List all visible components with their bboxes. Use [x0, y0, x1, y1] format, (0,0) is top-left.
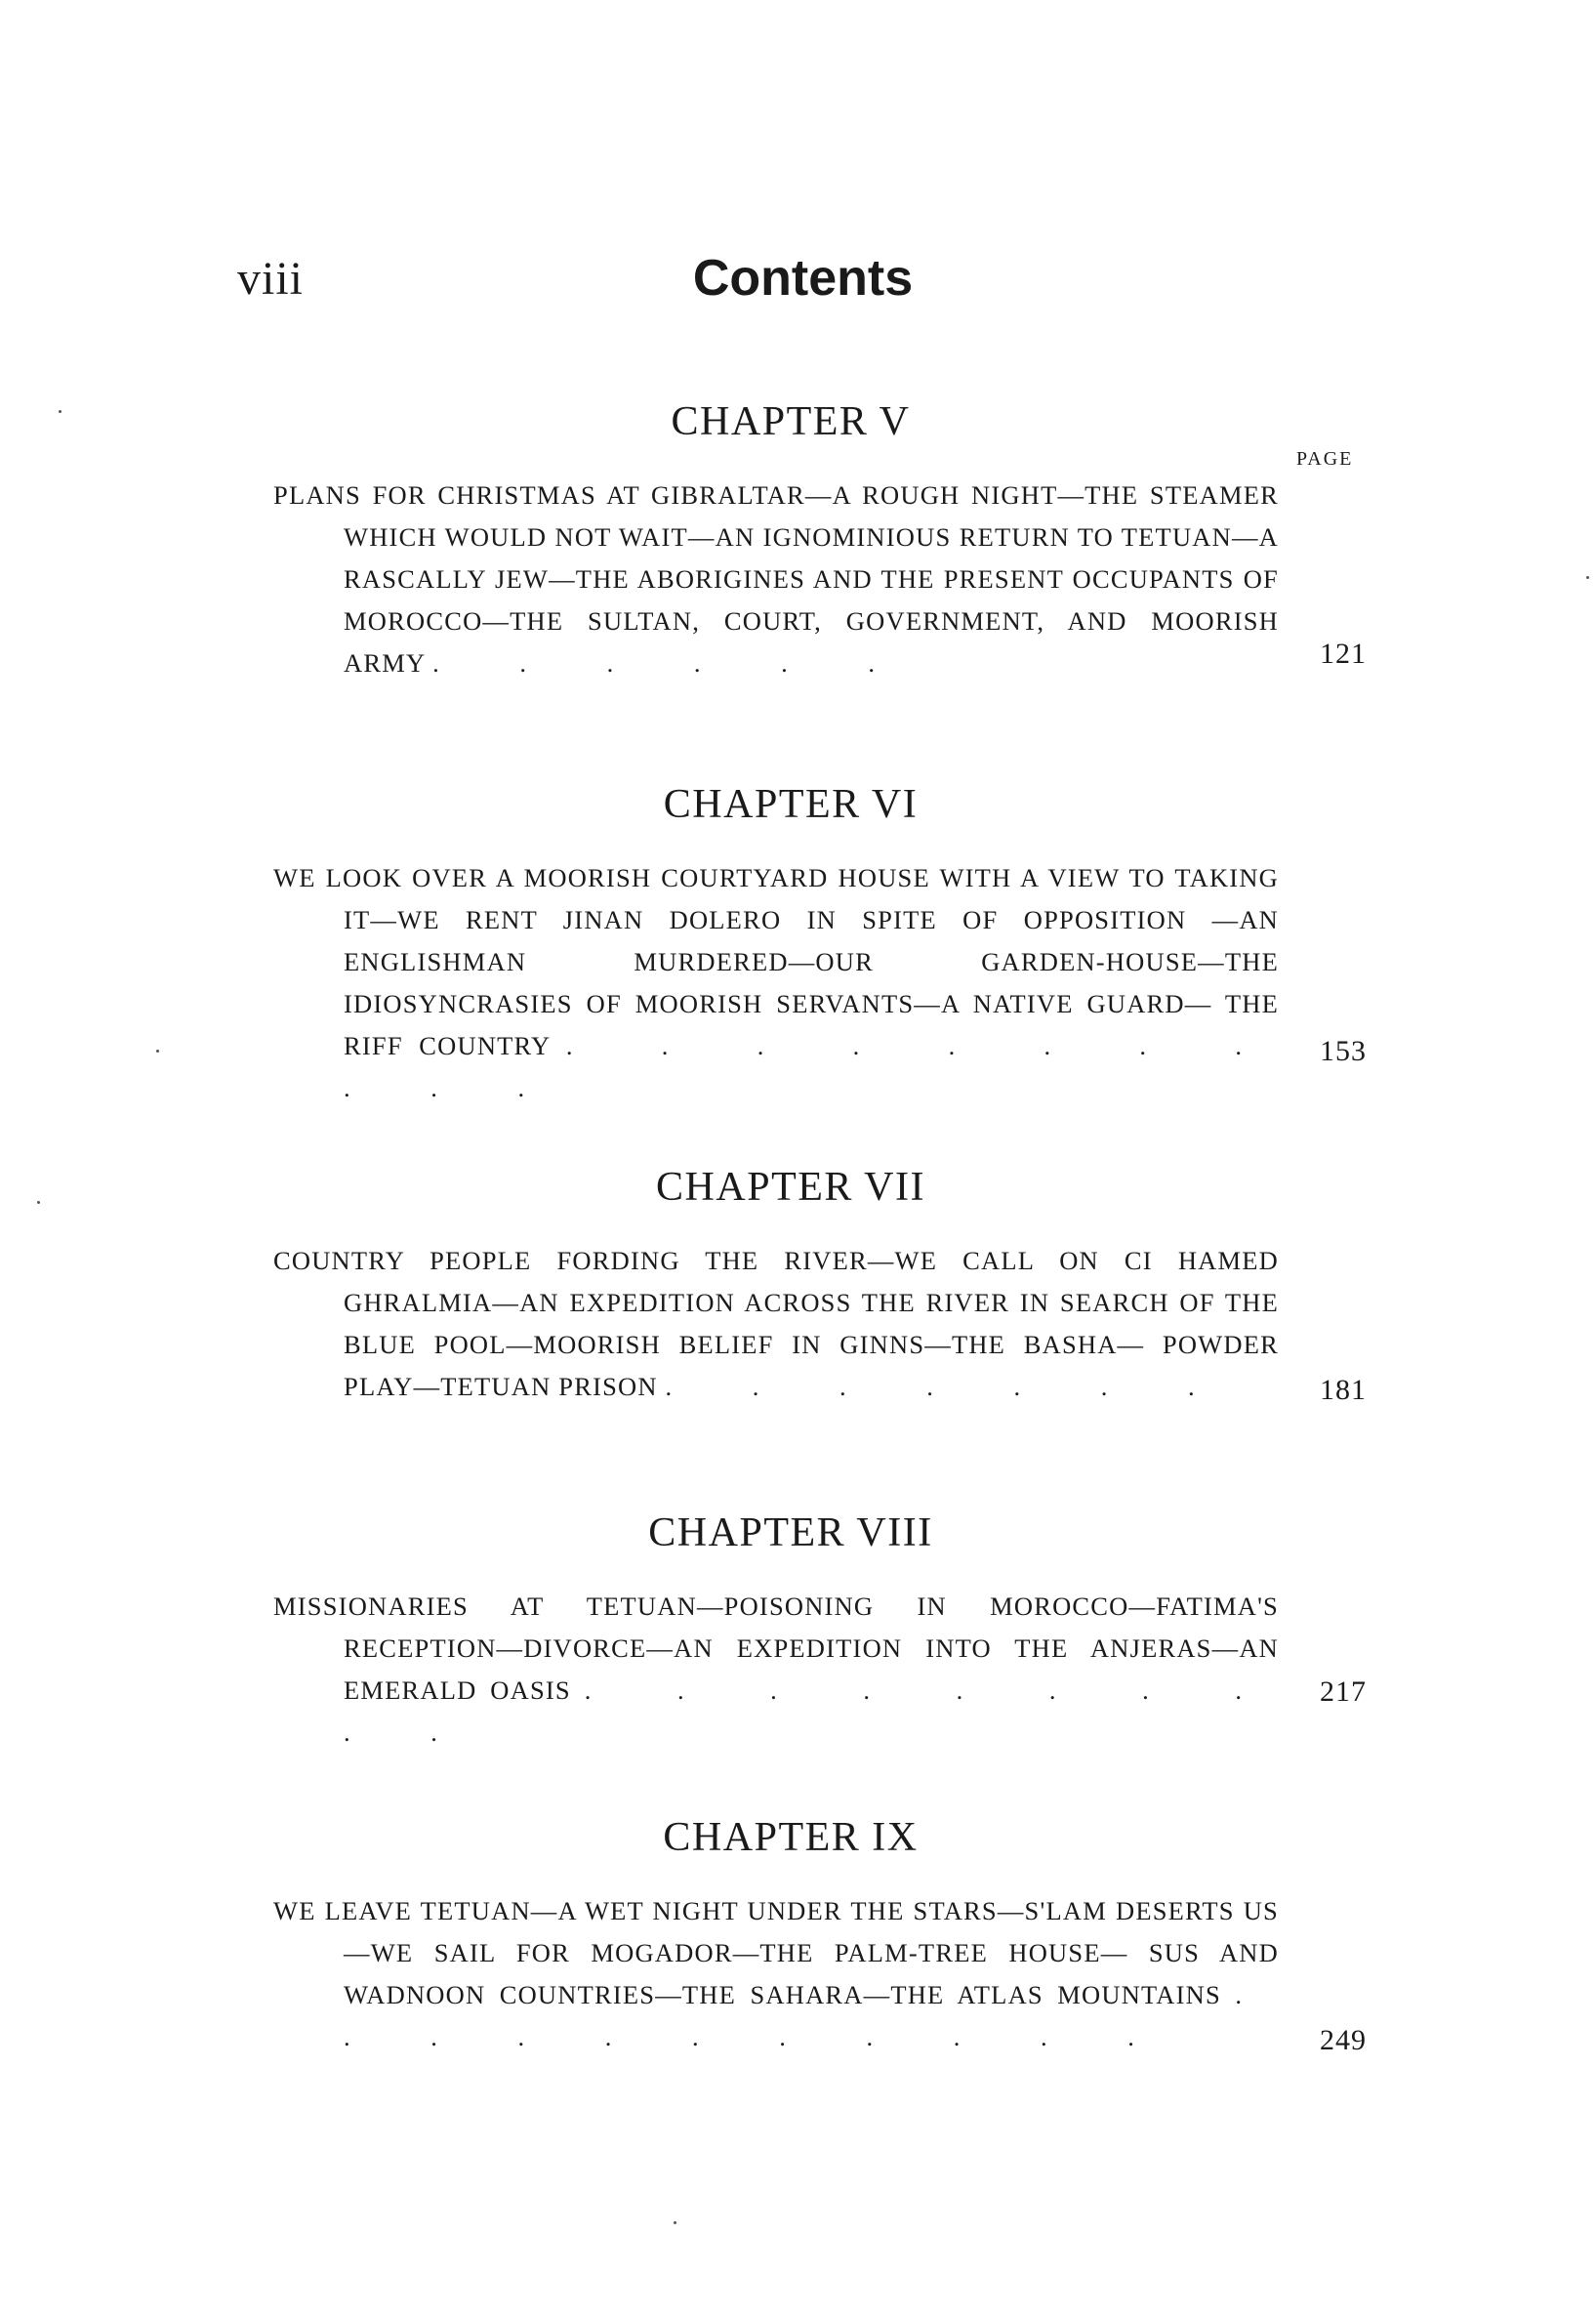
- dot-leader: . . . . . . .: [665, 1372, 1232, 1401]
- chapter-summary: [273, 857, 1279, 1109]
- dot-leader: . . . . . . . . . .: [344, 1675, 1280, 1747]
- scan-speck: [59, 410, 61, 413]
- chapter-summary-text: WE LOOK OVER A MOORISH COURTYARD HOUSE WITH A VIEW TO TAKING IT—WE RENT JINAN DOLERO IN SPITE OF OPPOSITION —AN ENGLISHMAN MURDERED—OUR GARDEN-HOUSE—THE IDIOSYNCRASIES OF MOORISH SERVANTS—A NATIVE GUARD— THE RIFF COUNTRY: [273, 863, 1279, 1060]
- chapter-summary-text: PLANS FOR CHRISTMAS AT GIBRALTAR—A ROUGH NIGHT—THE STEAMER WHICH WOULD NOT WAIT—AN IGNOMINIOUS RETURN TO TETUAN—A RASCALLY JEW—THE ABORIGINES AND THE PRESENT OCCUPANTS OF MOROCCO—THE SULTAN, COURT, GOVERNMENT, AND MOORISH ARMY: [273, 480, 1279, 678]
- chapter-entry: [273, 1814, 1386, 2058]
- chapter-heading: CHAPTER VI: [663, 782, 919, 827]
- chapter-page-number: 121: [1320, 638, 1367, 670]
- page-column-label: PAGE: [1296, 448, 1354, 470]
- chapter-summary-text: MISSIONARIES AT TETUAN—POISONING IN MOROCCO—FATIMA'S RECEPTION—DIVORCE—AN EXPEDITION INTO THE ANJERAS—AN EMERALD OASIS: [273, 1592, 1279, 1705]
- dot-leader: . . . . . .: [432, 648, 913, 678]
- scan-speck: [37, 1201, 40, 1204]
- chapter-page-number: 153: [1320, 1035, 1367, 1067]
- chapter-heading: CHAPTER V: [671, 399, 911, 444]
- chapter-entry: [273, 781, 1386, 1109]
- page-number: viii: [237, 253, 305, 305]
- chapter-entry: [273, 398, 1386, 684]
- scan-speck: [156, 1050, 159, 1053]
- chapter-heading: CHAPTER VII: [656, 1165, 925, 1210]
- chapter-summary-text: COUNTRY PEOPLE FORDING THE RIVER—WE CALL ON CI HAMED GHRALMIA—AN EXPEDITION ACROSS THE RIVER IN SEARCH OF THE BLUE POOL—MOORISH BELIEF IN GINNS—THE BASHA— POWDER PLAY—TETUAN PRISON: [273, 1246, 1279, 1401]
- dot-leader: . . . . . . . . . . .: [344, 1980, 1280, 2051]
- chapter-page-number: 181: [1320, 1374, 1367, 1406]
- scan-speck: [674, 2221, 676, 2224]
- chapter-heading: CHAPTER IX: [663, 1815, 919, 1860]
- chapter-page-number: 249: [1320, 2024, 1367, 2056]
- chapter-entry: [273, 1164, 1386, 1408]
- chapter-heading: CHAPTER VIII: [648, 1510, 933, 1555]
- chapter-page-number: 217: [1320, 1675, 1367, 1708]
- chapter-summary: [273, 475, 1279, 684]
- chapter-summary: [273, 1586, 1279, 1754]
- chapter-summary-text: WE LEAVE TETUAN—A WET NIGHT UNDER THE STARS—S'LAM DESERTS US—WE SAIL FOR MOGADOR—THE PALM-TREE HOUSE— SUS AND WADNOON COUNTRIES—THE SAHARA—THE ATLAS MOUNTAINS: [273, 1896, 1279, 2009]
- chapter-summary: [273, 1890, 1279, 2058]
- chapter-summary: [273, 1240, 1279, 1408]
- chapter-entry: [273, 1509, 1386, 1754]
- scan-speck: [1586, 576, 1589, 579]
- dot-leader: . . . . . . . . . . .: [344, 1031, 1279, 1102]
- page-title: Contents: [692, 250, 914, 307]
